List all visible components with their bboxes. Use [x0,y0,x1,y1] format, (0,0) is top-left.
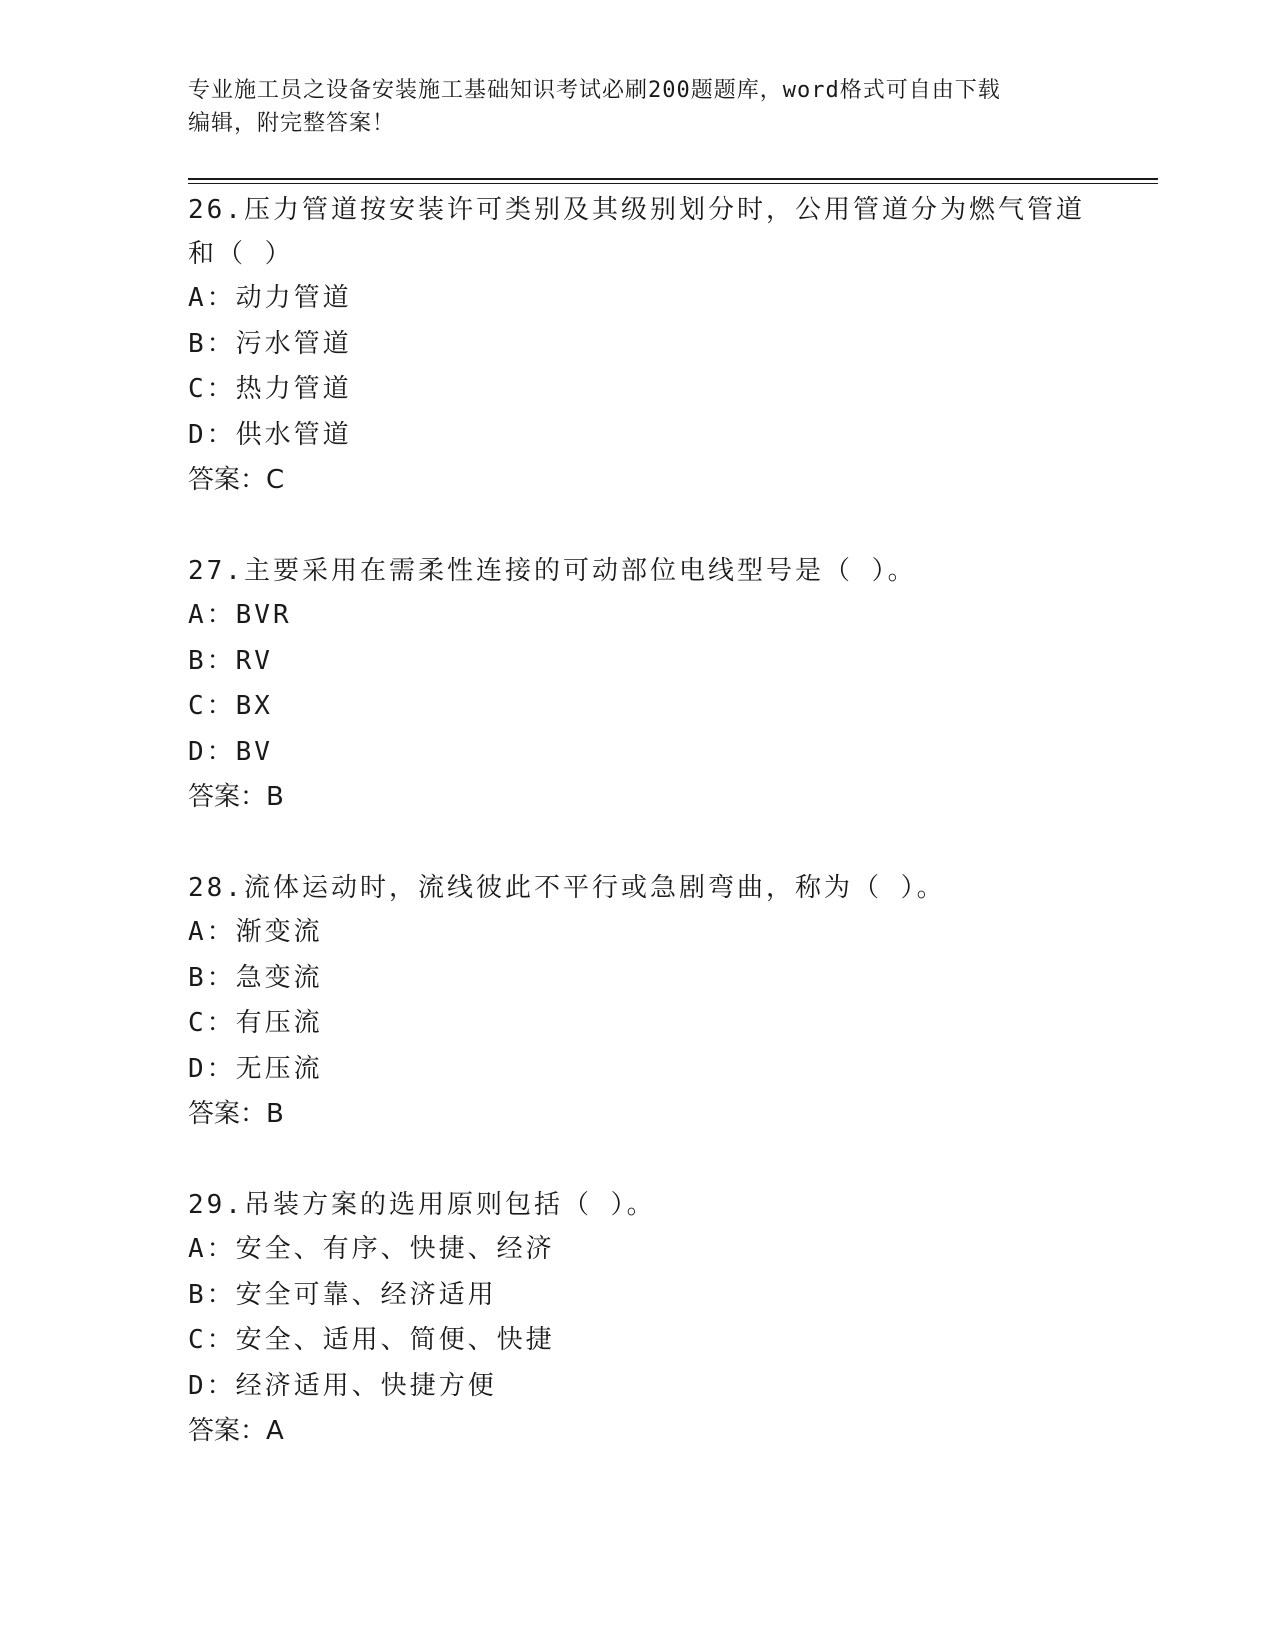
option-c: C：安全、适用、简便、快捷 [188,1325,555,1355]
question-list [188,188,1088,1500]
option-a: A：BVR [188,600,292,630]
option-b: B：污水管道 [188,328,352,359]
question-28 [188,866,1088,1137]
option-d: D：BV [188,736,273,767]
option-c: C：有压流 [188,1008,323,1038]
answer-line: 答案：B [188,1099,284,1129]
question-29 [188,1183,1088,1454]
question-stem: 28.流体运动时，流线彼此不平行或急剧弯曲，称为（ ）。 [188,873,946,903]
option-a: A：安全、有序、快捷、经济 [188,1234,555,1264]
option-d: D：经济适用、快捷方便 [188,1370,497,1401]
option-b: B：RV [188,645,273,676]
option-a: A：动力管道 [188,283,352,313]
option-b: B：安全可靠、经济适用 [188,1279,497,1310]
document-header: 专业施工员之设备安装施工基础知识考试必刷200题题库，word格式可自由下载 编辑，附完整答案！ [188,78,1001,136]
question-26 [188,188,1088,503]
option-c: C：热力管道 [188,374,352,404]
question-stem: 27.主要采用在需柔性连接的可动部位电线型号是（ ）。 [188,556,917,586]
question-stem: 26.压力管道按安装许可类别及其级别划分时，公用管道分为燃气管道和（ ） [188,195,1085,269]
option-d: D：供水管道 [188,419,352,450]
answer-line: 答案：B [188,782,284,812]
answer-line: 答案：C [188,465,285,495]
header-divider-thin [188,183,1158,184]
answer-line: 答案：A [188,1416,284,1446]
question-stem: 29.吊装方案的选用原则包括（ ）。 [188,1190,656,1220]
option-c: C：BX [188,691,273,721]
option-d: D：无压流 [188,1053,323,1084]
question-27 [188,549,1088,820]
header-divider-thick [188,178,1158,180]
option-b: B：急变流 [188,962,323,993]
option-a: A：渐变流 [188,917,323,947]
